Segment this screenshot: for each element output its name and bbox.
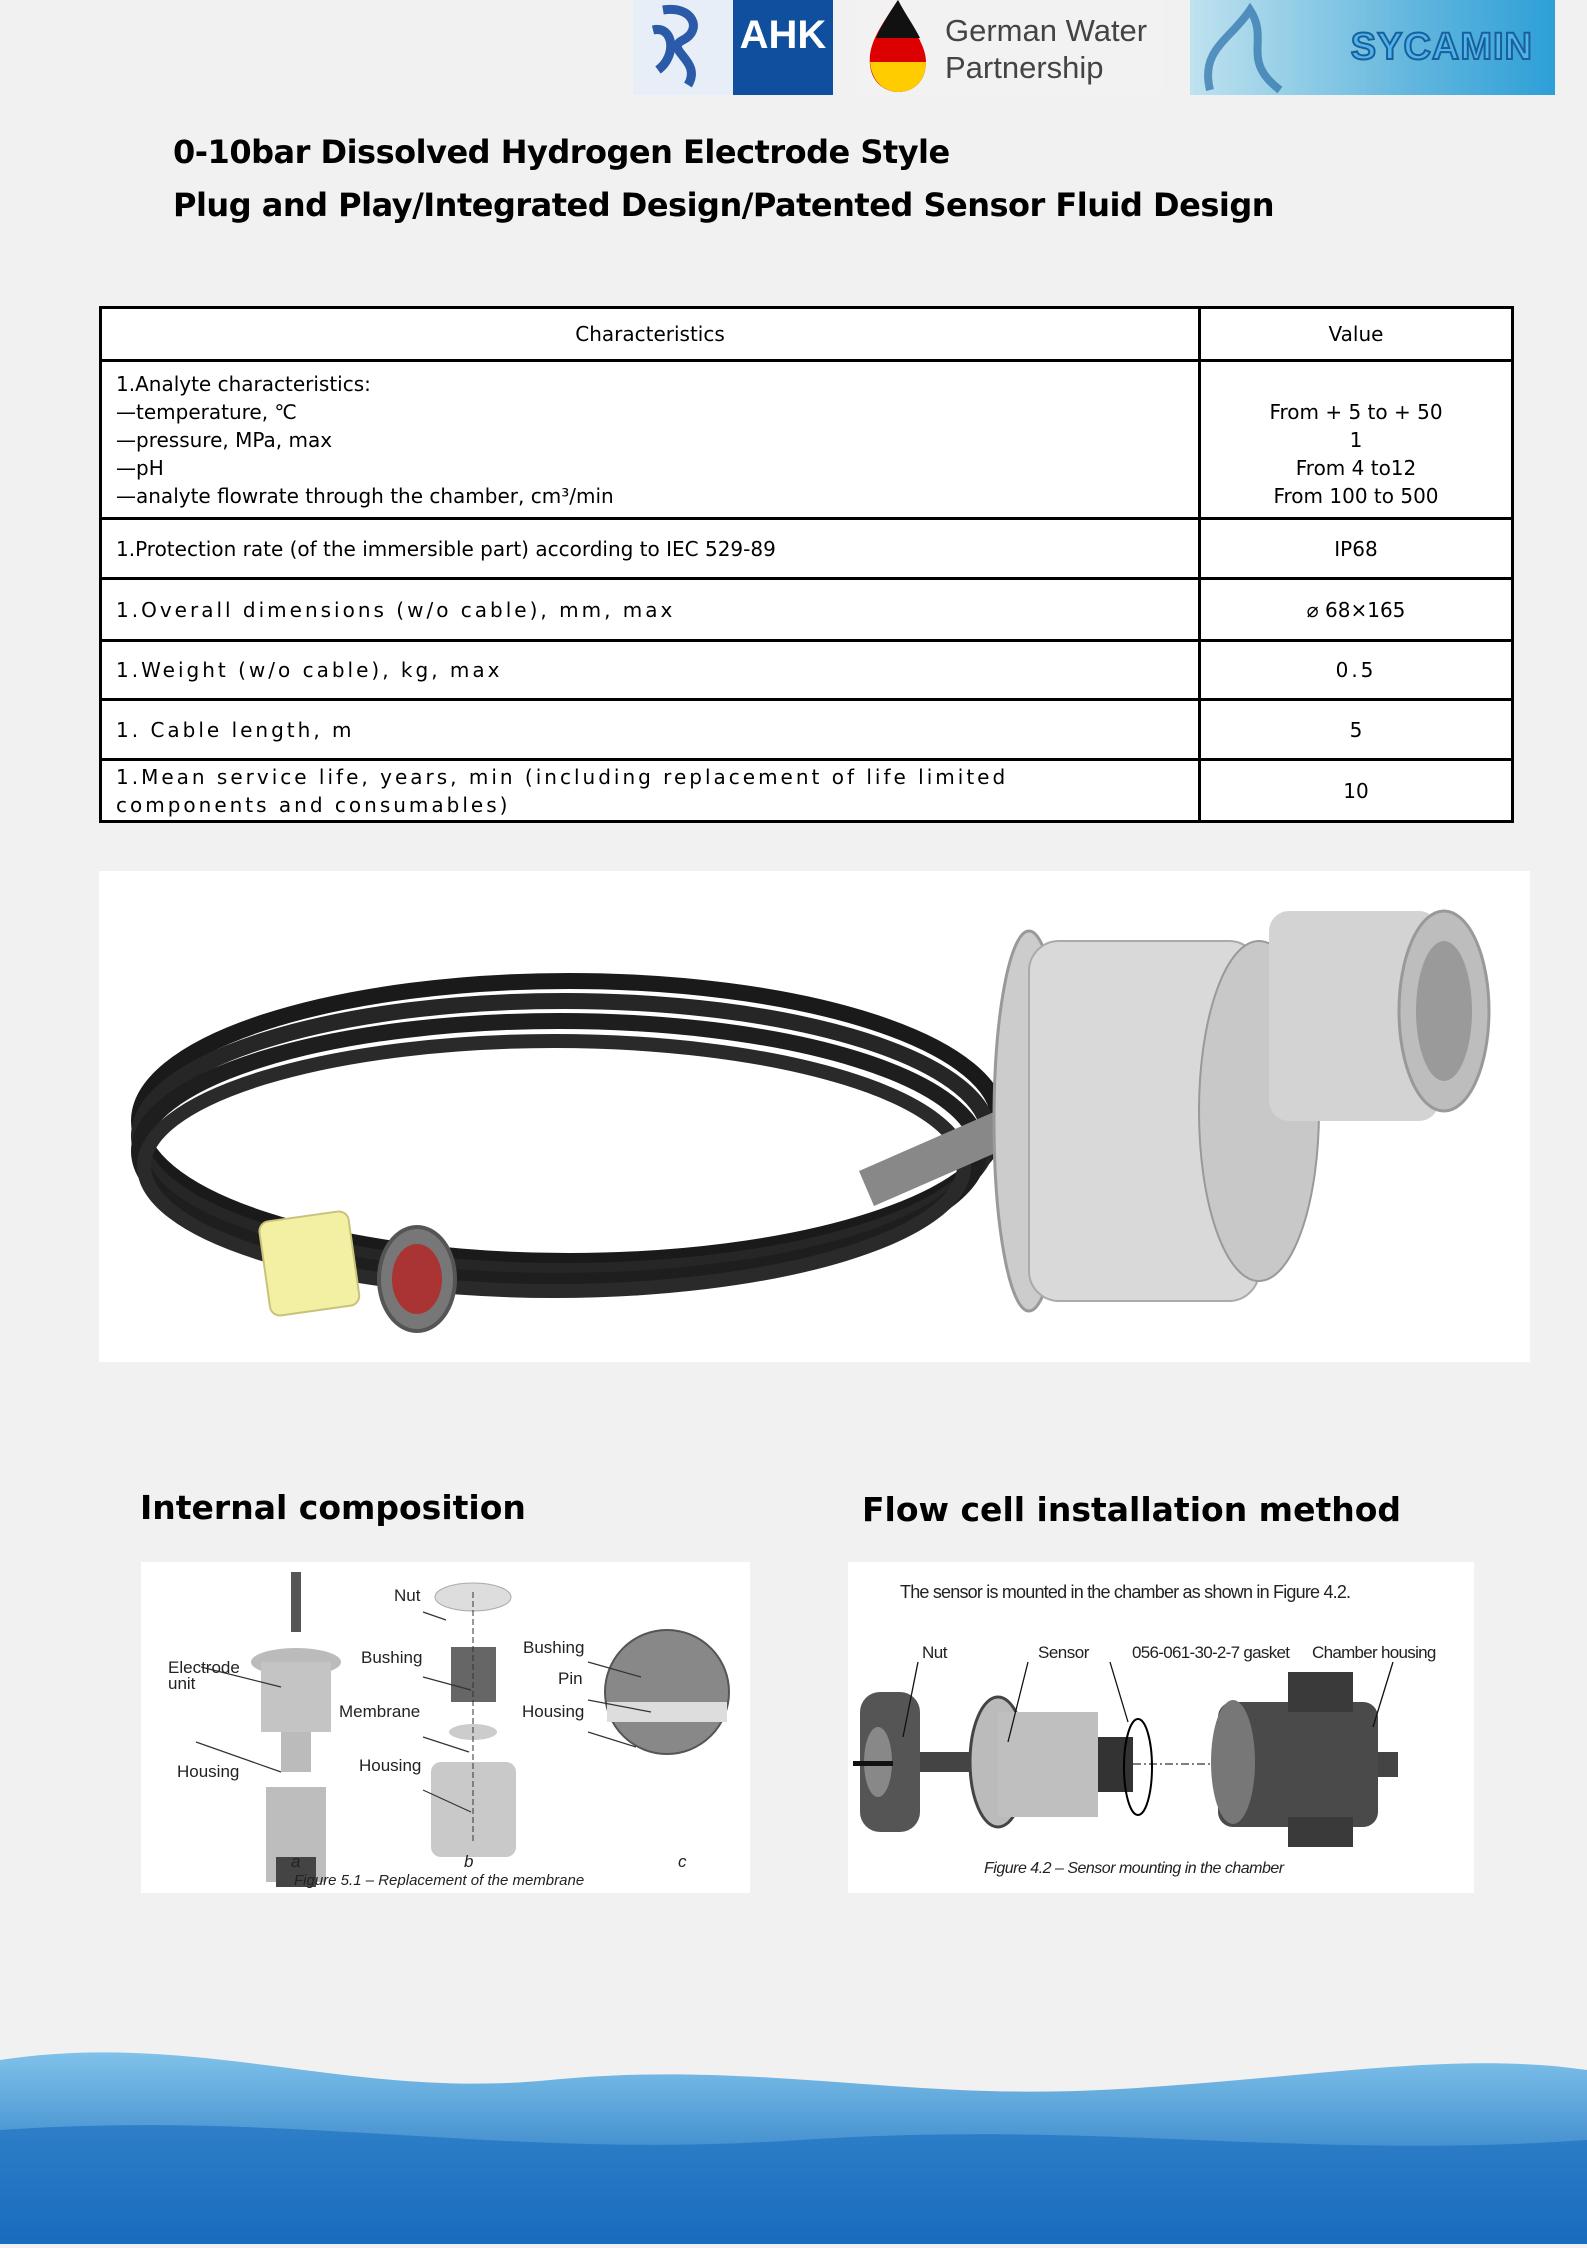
page-title-line2: Plug and Play/Integrated Design/Patented Sensor Fluid Design — [173, 186, 1275, 224]
ahk-logo: AHK — [633, 0, 833, 95]
spec-table — [99, 306, 1514, 823]
table-row: 1.Mean service life, years, min (including replacement of life limited components and consumables) 10 — [101, 760, 1513, 822]
german-water-partnership-logo: German Water Partnership — [858, 0, 1163, 95]
figure1-caption: Figure 5.1 – Replacement of the membrane — [294, 1872, 585, 1889]
water-splash-icon — [1190, 0, 1370, 95]
table-row: 1.Overall dimensions (w/o cable), mm, max ⌀ 68×165 — [101, 579, 1513, 641]
figure2-intro: The sensor is mounted in the chamber as shown in Figure 4.2. — [900, 1582, 1351, 1602]
membrane-replacement-figure: Nut Bushing Membrane Housing Electrode unit Housing Bushing Pin Housing a b c Figure 5.1 – Replacement of the membrane — [141, 1562, 750, 1893]
header-value: Value — [1200, 308, 1513, 361]
table-row: 1.Protection rate (of the immersible part) according to IEC 529-89 IP68 — [101, 519, 1513, 579]
sensor-mounting-illustration — [848, 1562, 1474, 1893]
water-wave-footer — [0, 2010, 1587, 2244]
table-header — [101, 308, 1513, 361]
water-wave-decoration — [0, 2010, 1587, 2244]
sycamin-logo: SYCAMIN — [1190, 0, 1555, 95]
table-row: 1.Analyte characteristics: —temperature, ℃ —pressure, MPa, max —pH —analyte flowrate through the chamber, cm³/min From + 5 to + 50 1 From 4 to12 From 100 to 500 — [101, 361, 1513, 519]
table-row: 1.Weight (w/o cable), kg, max 0.5 — [101, 641, 1513, 700]
flag-drop-icon — [858, 0, 938, 95]
membrane-parts-illustration — [141, 1562, 750, 1893]
internal-composition-heading: Internal composition — [140, 1488, 526, 1527]
sensor-mounting-figure: The sensor is mounted in the chamber as shown in Figure 4.2. Nut Sensor 056-061-30-2-7 gasket Chamber housing Figure 4.2 – Sensor mounting in the chamber — [848, 1562, 1474, 1893]
dragon-icon — [633, 0, 733, 95]
sensor-with-cable-illustration — [99, 871, 1530, 1362]
table-row: 1. Cable length, m 5 — [101, 700, 1513, 760]
flow-cell-heading: Flow cell installation method — [862, 1490, 1402, 1529]
header-characteristics: Characteristics — [101, 308, 1200, 361]
figure2-caption: Figure 4.2 – Sensor mounting in the chamber — [984, 1860, 1284, 1877]
page-title-line1: 0-10bar Dissolved Hydrogen Electrode Style — [173, 133, 950, 171]
product-image — [99, 871, 1530, 1362]
